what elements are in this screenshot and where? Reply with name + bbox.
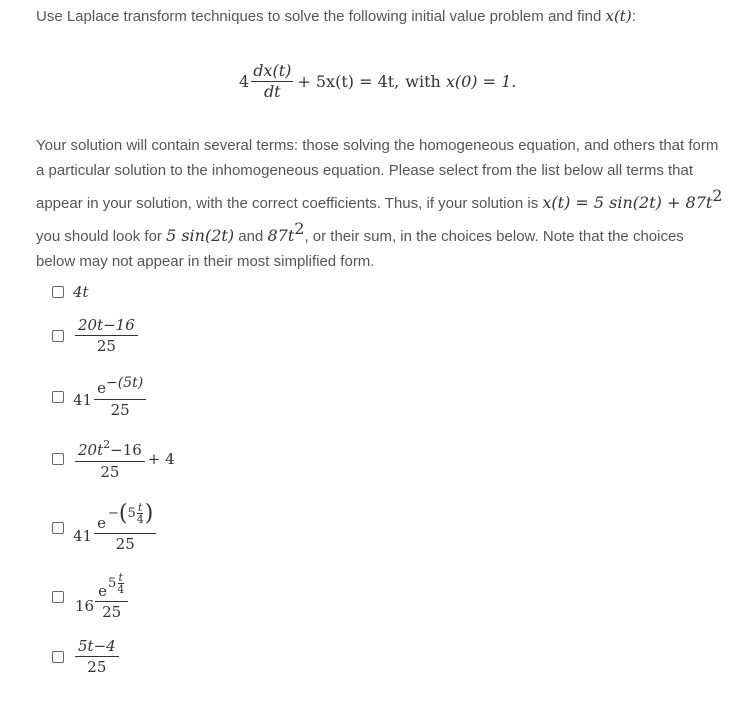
choice-2-denominator: 25	[96, 337, 116, 355]
choice-2-fraction	[75, 315, 138, 356]
checkbox[interactable]	[52, 391, 64, 403]
checkbox[interactable]	[52, 591, 64, 603]
problem-prompt	[36, 6, 726, 27]
instructions-part-1: Your solution will contain several terms: those solving the homogeneous equation, and others that form a particular solution to the inhomogeneous equation. Please select from the list below all terms that appear in your solution, with the correct coefficients. Thus, if your solution is	[36, 137, 719, 212]
choice-5-exp-coef: 5	[127, 505, 136, 521]
choice-6-exp-num: t	[118, 571, 123, 584]
instructions-part-4: , or their sum, in the choices below. Note that the choices below may not appear in their most simplified form.	[36, 228, 684, 270]
choice-5-exp-paren-close: )	[144, 500, 154, 526]
choice-4[interactable]	[52, 435, 175, 482]
prompt-text: Use Laplace transform techniques to solve the following initial value problem and find	[36, 8, 606, 25]
instructions-part-3: and	[234, 228, 268, 245]
choice-7-denominator: 25	[87, 658, 107, 676]
choice-5-coefficient: 41	[73, 527, 93, 545]
checkbox[interactable]	[52, 522, 64, 534]
choice-5-denominator: 25	[115, 535, 135, 553]
choice-3[interactable]	[52, 373, 146, 420]
example-term-2: 87t	[267, 226, 295, 245]
choice-4-tail: + 4	[147, 449, 175, 468]
prompt-math: x(t)	[605, 7, 632, 25]
choice-6-fraction	[95, 572, 128, 622]
choice-4-num-exponent: 2	[103, 438, 111, 451]
choice-7-fraction	[75, 636, 119, 677]
choice-6-exp-den: 4	[117, 583, 125, 596]
choice-2[interactable]	[52, 315, 138, 356]
choice-6[interactable]	[52, 572, 128, 622]
choice-5-exp-num: t	[138, 501, 143, 514]
choice-3-denominator: 25	[110, 401, 130, 419]
choice-6-exp-coef: 5	[107, 575, 117, 591]
choice-3-fraction	[94, 373, 146, 420]
equation-rest: + 5x(t) = 4t,	[297, 71, 400, 91]
choice-5-exp-den: 4	[136, 513, 144, 526]
choice-4-fraction	[75, 435, 145, 482]
choice-5-exp-fraction	[136, 502, 145, 525]
prompt-colon: :	[631, 8, 636, 25]
choice-5-exp-base: e	[97, 514, 106, 532]
initial-condition: x(0) = 1.	[445, 71, 517, 91]
choice-5-exp-sign: −	[107, 505, 119, 521]
choice-5-exp-paren-open: (	[118, 500, 128, 526]
checkbox[interactable]	[52, 286, 64, 298]
instructions-paragraph	[36, 133, 726, 274]
differential-equation	[239, 56, 516, 106]
choice-4-denominator: 25	[100, 463, 120, 481]
choice-1[interactable]	[52, 283, 89, 301]
choice-4-num-rest: −16	[110, 441, 142, 459]
checkbox[interactable]	[52, 453, 64, 465]
equation-with: with	[405, 71, 441, 91]
derivative-numerator: dx(t)	[253, 60, 292, 80]
choice-3-exponent: −(5t)	[105, 375, 144, 391]
choice-4-num-base: 20t	[78, 441, 104, 459]
choice-1-label: 4t	[73, 283, 89, 301]
choice-5[interactable]	[52, 502, 156, 554]
choice-6-coefficient: 16	[75, 597, 95, 615]
choice-5-fraction	[94, 502, 156, 554]
example-solution-math: x(t) = 5 sin(2t) + 87t	[542, 193, 713, 212]
checkbox[interactable]	[52, 330, 64, 342]
choice-3-coefficient: 41	[73, 390, 93, 409]
choice-7[interactable]	[52, 636, 119, 677]
choice-2-numerator: 20t−16	[75, 315, 138, 336]
example-term-1: 5 sin(2t)	[166, 226, 235, 245]
choice-7-numerator: 5t−4	[75, 636, 119, 657]
example-term-2-exponent: 2	[294, 219, 305, 238]
choice-3-exp-base: e	[97, 379, 106, 397]
instructions-part-2: you should look for	[36, 228, 167, 245]
derivative-fraction	[251, 61, 293, 102]
choice-6-exp-fraction	[116, 572, 125, 595]
choice-6-denominator: 25	[102, 603, 122, 621]
example-solution-exponent: 2	[712, 186, 723, 205]
checkbox[interactable]	[52, 651, 64, 663]
equation-coefficient: 4	[239, 71, 250, 91]
derivative-denominator: dt	[263, 81, 281, 101]
choice-6-exp-base: e	[98, 582, 107, 600]
